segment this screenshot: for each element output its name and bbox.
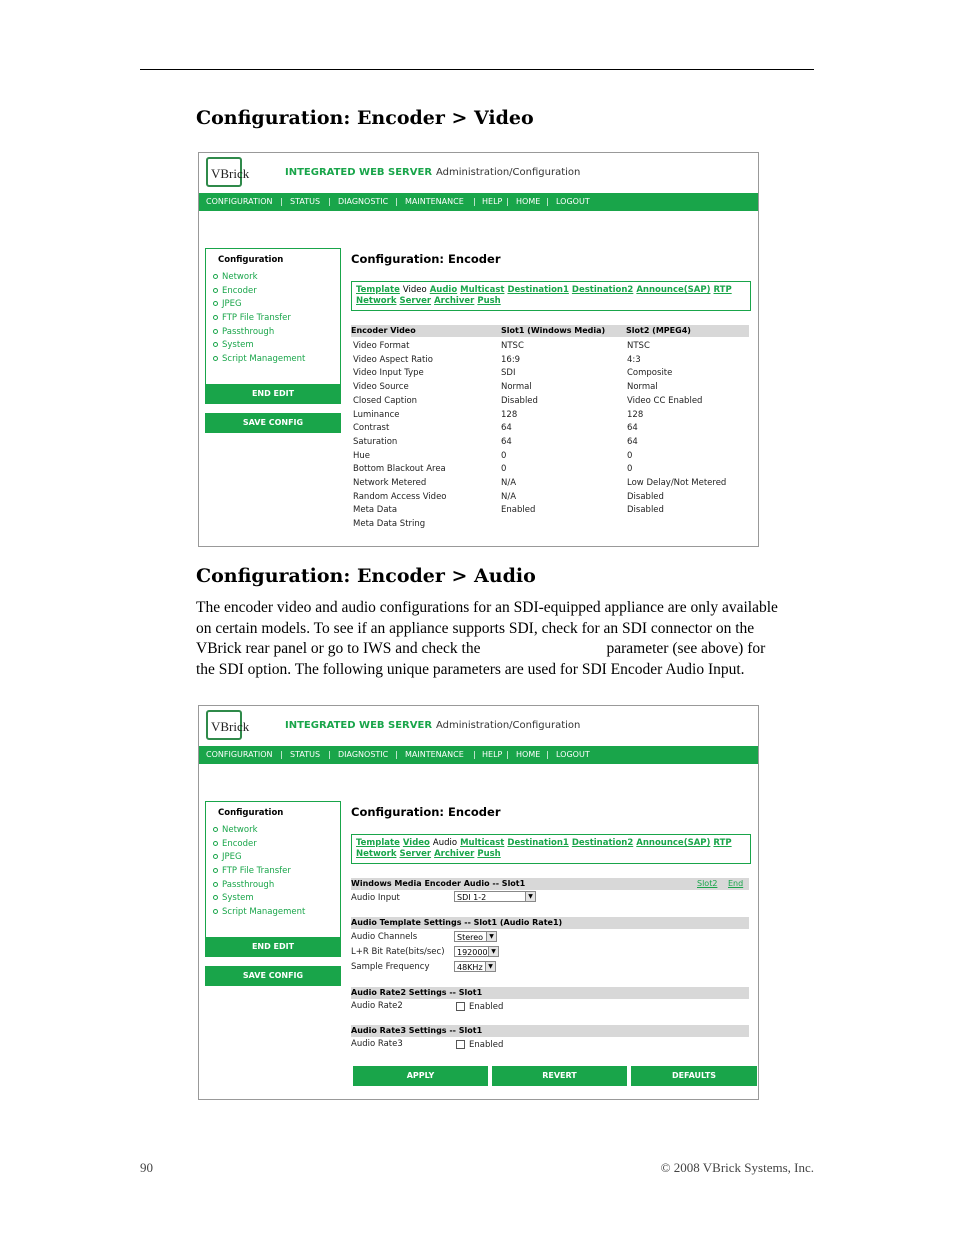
video-param-label: Video Source <box>353 382 409 393</box>
nav-sep: | <box>280 197 283 206</box>
tab-multicast[interactable]: Multicast <box>460 285 505 295</box>
tab-server[interactable]: Server <box>399 849 432 859</box>
nav-sep: | <box>395 197 398 206</box>
video-param-value: Enabled <box>501 505 536 516</box>
section-title: Audio Template Settings -- Slot1 (Audio Rate1) <box>351 918 563 927</box>
sidebar-item-encoder[interactable]: Encoder <box>213 286 257 296</box>
tab-server[interactable]: Server <box>399 296 432 306</box>
tab-box <box>351 281 751 311</box>
video-param-label: Video Aspect Ratio <box>353 354 433 365</box>
sidebar-item-jpeg[interactable]: JPEG <box>213 299 242 309</box>
end-link[interactable]: End <box>728 879 744 888</box>
video-param-label: Luminance <box>353 409 400 420</box>
sidebar-item-passthrough[interactable]: Passthrough <box>213 880 274 890</box>
video-param-label: Video Format <box>353 341 410 351</box>
heading-video: Configuration: Encoder > Video <box>196 107 534 129</box>
col-header: Encoder Video <box>351 326 416 335</box>
nav-home[interactable]: HOME <box>516 750 541 759</box>
video-param-value: NTSC <box>501 341 524 351</box>
col-header: Slot2 (MPEG4) <box>626 326 691 335</box>
nav-diagnostic[interactable]: DIAGNOSTIC <box>338 197 389 206</box>
end-edit-button[interactable]: END EDIT <box>205 384 341 404</box>
nav-configuration[interactable]: CONFIGURATION <box>206 750 273 759</box>
vbrick-logo: VBrick <box>206 157 242 187</box>
sidebar-item-script[interactable]: Script Management <box>213 354 305 364</box>
tab-archiver[interactable]: Archiver <box>434 296 475 306</box>
video-table-header <box>351 325 749 337</box>
para-line: The encoder video and audio configurations for an SDI-equipped appliance are only available <box>196 599 778 616</box>
sidebar-item-network[interactable]: Network <box>213 272 258 282</box>
col-header: Slot1 (Windows Media) <box>501 326 606 335</box>
video-param-value: 0 <box>501 464 507 475</box>
nav-home[interactable]: HOME <box>516 197 541 206</box>
top-rule <box>140 69 814 70</box>
sidebar-item-encoder[interactable]: Encoder <box>213 839 257 849</box>
chevron-down-icon: ▼ <box>525 892 535 901</box>
video-param-label: Saturation <box>353 436 398 447</box>
tab-push[interactable]: Push <box>477 849 501 859</box>
rate3-label: Audio Rate3 <box>351 1039 403 1049</box>
tab-network[interactable]: Network <box>356 849 397 859</box>
tab-multicast[interactable]: Multicast <box>460 838 505 848</box>
channels-label: Audio Channels <box>351 932 418 942</box>
video-param-label: Contrast <box>353 423 390 434</box>
sidebar-item-network[interactable]: Network <box>213 825 258 835</box>
video-param-value: 128 <box>501 409 518 420</box>
tab-rtp[interactable]: RTP <box>713 838 732 848</box>
nav-status[interactable]: STATUS <box>290 750 321 759</box>
video-param-value: 16:9 <box>501 354 521 365</box>
video-param-value: NTSC <box>627 341 650 351</box>
rate2-checkbox[interactable] <box>456 1002 465 1011</box>
server-title: INTEGRATED WEB SERVER <box>285 720 433 731</box>
nav-sep: | <box>328 197 331 206</box>
sidebar-title: Configuration <box>218 255 284 265</box>
video-param-value: N/A <box>501 491 517 502</box>
nav-status[interactable]: STATUS <box>290 197 321 206</box>
tab-audio: Audio <box>432 838 458 848</box>
server-title: INTEGRATED WEB SERVER <box>285 167 433 178</box>
rate2-label: Audio Rate2 <box>351 1001 403 1011</box>
tab-destination2[interactable]: Destination2 <box>571 838 634 848</box>
tab-announce[interactable]: Announce(SAP) <box>636 285 711 295</box>
channels-value: Stereo <box>457 933 484 942</box>
sidebar <box>205 801 341 939</box>
revert-button[interactable]: REVERT <box>492 1066 627 1086</box>
video-param-value: 64 <box>627 423 638 434</box>
sidebar-item-jpeg[interactable]: JPEG <box>213 852 242 862</box>
chevron-down-icon: ▼ <box>486 932 496 941</box>
nav-sep: | <box>395 750 398 759</box>
para-fragment: VBrick rear panel or go to IWS and check the <box>196 640 481 657</box>
nav-maintenance[interactable]: MAINTENANCE <box>405 750 464 759</box>
audio-input-select[interactable] <box>454 891 536 902</box>
admin-title: Administration/Configuration <box>436 167 581 178</box>
video-param-value: 4:3 <box>627 354 641 365</box>
para-line: the SDI option. The following unique parameters are used for SDI Encoder Audio Input. <box>196 660 745 678</box>
video-param-label: Network Metered <box>353 478 427 488</box>
tab-destination2[interactable]: Destination2 <box>571 285 634 295</box>
vbrick-logo: VBrick <box>206 710 242 740</box>
screenshot-audio <box>198 705 759 1100</box>
video-param-value: Disabled <box>501 395 538 406</box>
video-param-value: Normal <box>627 382 658 393</box>
video-param-value: Low Delay/Not Metered <box>627 478 727 488</box>
save-config-button[interactable]: SAVE CONFIG <box>205 966 341 986</box>
tab-box <box>351 834 751 864</box>
apply-button[interactable]: APPLY <box>353 1066 488 1086</box>
video-param-label: Meta Data String <box>353 519 426 530</box>
nav-sep: | <box>473 197 476 206</box>
tab-template[interactable]: Template <box>356 285 400 295</box>
video-param-value: SDI <box>501 368 516 379</box>
nav-configuration[interactable]: CONFIGURATION <box>206 197 273 206</box>
sidebar-item-passthrough[interactable]: Passthrough <box>213 327 274 337</box>
nav-diagnostic[interactable]: DIAGNOSTIC <box>338 750 389 759</box>
nav-sep: | <box>328 750 331 759</box>
nav-help[interactable]: HELP <box>482 197 503 206</box>
video-param-value: Video CC Enabled <box>627 395 703 406</box>
tab-push[interactable]: Push <box>477 296 501 306</box>
defaults-button[interactable]: DEFAULTS <box>631 1066 757 1086</box>
bitrate-label: L+R Bit Rate(bits/sec) <box>351 947 445 957</box>
nav-sep: | <box>506 750 509 759</box>
nav-sep: | <box>546 750 549 759</box>
rate2-enabled-label: Enabled <box>469 1002 504 1012</box>
nav-sep: | <box>280 750 283 759</box>
copyright: © 2008 VBrick Systems, Inc. <box>660 1160 814 1175</box>
sidebar-item-script[interactable]: Script Management <box>213 907 305 917</box>
tab-destination1[interactable]: Destination1 <box>507 285 569 295</box>
nav-logout[interactable]: LOGOUT <box>556 750 590 759</box>
video-param-value: 64 <box>627 436 638 447</box>
audio-input-value: SDI 1-2 <box>457 893 487 902</box>
content-title: Configuration: Encoder <box>351 252 501 266</box>
tab-rtp[interactable]: RTP <box>713 285 732 295</box>
nav-logout[interactable]: LOGOUT <box>556 197 590 206</box>
video-param-value: 0 <box>627 464 633 475</box>
section-title: Audio Rate2 Settings -- Slot1 <box>351 988 483 997</box>
video-param-value: Disabled <box>627 505 664 516</box>
frequency-label: Sample Frequency <box>351 962 430 972</box>
sidebar <box>205 248 341 386</box>
para-line <box>196 639 816 660</box>
sidebar-item-system[interactable]: System <box>213 340 254 350</box>
para-line: on certain models. To see if an appliance supports SDI, check for an SDI connector on the <box>196 619 755 637</box>
nav-sep: | <box>473 750 476 759</box>
video-param-value: 0 <box>627 450 633 461</box>
heading-audio: Configuration: Encoder > Audio <box>196 565 536 587</box>
video-param-label: Hue <box>353 450 371 461</box>
sidebar-title: Configuration <box>218 808 284 818</box>
tab-network[interactable]: Network <box>356 296 397 306</box>
tab-destination1[interactable]: Destination1 <box>507 838 569 848</box>
tab-announce[interactable]: Announce(SAP) <box>636 838 711 848</box>
sidebar-item-system[interactable]: System <box>213 893 254 903</box>
tab-audio[interactable]: Audio <box>429 285 458 295</box>
section-header-audio <box>351 878 749 890</box>
video-param-label: Bottom Blackout Area <box>353 464 446 475</box>
video-param-value: N/A <box>501 478 517 488</box>
nav-bar <box>199 193 758 211</box>
end-edit-button[interactable]: END EDIT <box>205 937 341 957</box>
video-param-value: Disabled <box>627 491 664 502</box>
chevron-down-icon: ▼ <box>485 962 495 971</box>
section-title: Windows Media Encoder Audio -- Slot1 <box>351 879 526 888</box>
frequency-value: 48KHz <box>457 963 483 972</box>
video-param-label: Meta Data <box>353 505 398 516</box>
sidebar-item-ftp[interactable]: FTP File Transfer <box>213 866 291 876</box>
bitrate-select[interactable] <box>454 946 499 957</box>
para-fragment: parameter (see above) for <box>606 640 766 657</box>
rate3-enabled-label: Enabled <box>469 1040 504 1050</box>
frequency-select[interactable] <box>454 961 496 972</box>
video-param-value: 64 <box>501 423 512 434</box>
tab-archiver[interactable]: Archiver <box>434 849 475 859</box>
sidebar-item-ftp[interactable]: FTP File Transfer <box>213 313 291 323</box>
video-param-value: 0 <box>501 450 507 461</box>
slot2-link[interactable]: Slot2 <box>697 879 718 888</box>
section-header-rate3 <box>351 1025 749 1037</box>
nav-sep: | <box>546 197 549 206</box>
video-param-value: 64 <box>501 436 512 447</box>
video-param-label: Video Input Type <box>353 368 424 379</box>
video-param-label: Random Access Video <box>353 491 447 502</box>
tab-video: Video <box>402 285 427 295</box>
nav-bar <box>199 746 758 764</box>
section-header-rate2 <box>351 987 749 999</box>
bitrate-value: 192000 <box>457 948 488 957</box>
section-title: Audio Rate3 Settings -- Slot1 <box>351 1026 483 1035</box>
video-param-value: Normal <box>501 382 532 393</box>
chevron-down-icon: ▼ <box>488 947 498 956</box>
video-param-value: 128 <box>627 409 644 420</box>
nav-sep: | <box>506 197 509 206</box>
admin-title: Administration/Configuration <box>436 720 581 731</box>
video-param-value: Composite <box>627 368 673 379</box>
audio-input-label: Audio Input <box>351 893 400 903</box>
content-title: Configuration: Encoder <box>351 805 501 819</box>
body-paragraph <box>196 598 816 680</box>
section-header-template <box>351 917 749 929</box>
nav-help[interactable]: HELP <box>482 750 503 759</box>
video-param-label: Closed Caption <box>353 395 418 406</box>
page-number: 90 <box>140 1160 153 1175</box>
nav-maintenance[interactable]: MAINTENANCE <box>405 197 464 206</box>
channels-select[interactable] <box>454 931 497 942</box>
screenshot-video <box>198 152 759 547</box>
save-config-button[interactable]: SAVE CONFIG <box>205 413 341 433</box>
tab-video[interactable]: Video <box>402 838 430 848</box>
rate3-checkbox[interactable] <box>456 1040 465 1049</box>
tab-template[interactable]: Template <box>356 838 400 848</box>
